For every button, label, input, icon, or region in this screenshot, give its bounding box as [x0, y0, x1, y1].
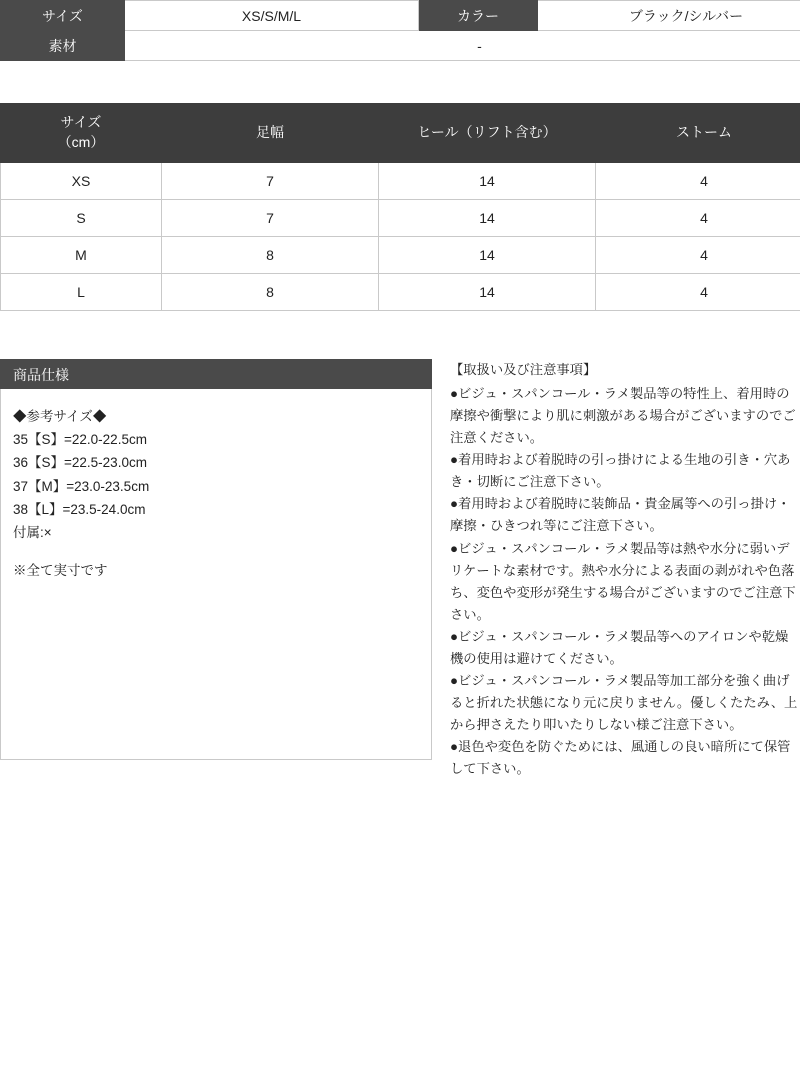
spec-line-3: 36【S】=22.5-23.0cm — [13, 455, 147, 471]
cell-size: L — [1, 274, 162, 311]
color-header-cell: カラー — [419, 1, 538, 31]
measure-header-size-line2: （cm） — [57, 134, 105, 150]
measure-header-size — [1, 104, 162, 163]
cell-heel: 14 — [379, 237, 596, 274]
cell-width: 8 — [162, 274, 379, 311]
measure-header-heel: ヒール（リフト含む） — [379, 104, 596, 163]
product-spec-heading: 商品仕様 — [0, 359, 432, 389]
spec-line-4: 37【M】=23.0-23.5cm — [13, 478, 150, 494]
spec-line-7: ※全て実寸です — [13, 563, 108, 579]
measure-header-storm: ストーム — [596, 104, 800, 163]
table-row — [1, 200, 800, 237]
cell-storm: 4 — [596, 163, 800, 200]
material-header-cell: 素材 — [1, 31, 125, 61]
note-item: ●ビジュ・スパンコール・ラメ製品等は熱や水分に弱いデリケートな素材です。熱や水分による表面の剥がれや色落ち、変色や変形が発生する場合がございますのでご注意下さい。 — [450, 540, 796, 622]
spec-line-2: 35【S】=22.0-22.5cm — [13, 432, 147, 448]
spec-summary-table — [0, 0, 800, 61]
size-value-cell: XS/S/M/L — [125, 1, 419, 31]
spec-line-1: ◆参考サイズ◆ — [13, 409, 107, 424]
measure-header-width: 足幅 — [162, 104, 379, 163]
table-row — [1, 274, 800, 311]
cell-size: S — [1, 200, 162, 237]
spec-line-6: 付属:× — [13, 525, 52, 541]
measurement-table — [0, 103, 800, 311]
cell-heel: 14 — [379, 274, 596, 311]
note-item: ●着用時および着脱時の引っ掛けによる生地の引き・穴あき・切断にご注意下さい。 — [450, 452, 791, 490]
note-item: ●退色や変色を防ぐためには、風通しの良い暗所にて保管して下さい。 — [450, 739, 791, 777]
cell-storm: 4 — [596, 237, 800, 274]
material-value-cell: - — [125, 31, 800, 61]
notes-panel — [432, 359, 800, 780]
cell-width: 8 — [162, 237, 379, 274]
cell-storm: 4 — [596, 200, 800, 237]
note-item: ●ビジュ・スパンコール・ラメ製品等加工部分を強く曲げると折れた状態になり元に戻りません。優しくたたみ、上から押さえたり叩いたりしない様ご注意下さい。 — [450, 672, 798, 732]
product-spec-body — [0, 389, 432, 760]
cell-storm: 4 — [596, 274, 800, 311]
spacer — [0, 61, 800, 103]
product-spec-panel — [0, 359, 432, 760]
cell-width: 7 — [162, 200, 379, 237]
cell-width: 7 — [162, 163, 379, 200]
table-row — [1, 1, 800, 31]
table-row — [1, 31, 800, 61]
measure-header-size-line1: サイズ — [60, 114, 102, 131]
table-header-row — [1, 104, 800, 163]
color-value-cell: ブラック/シルバー — [538, 1, 800, 31]
size-header-cell: サイズ — [1, 1, 125, 31]
cell-heel: 14 — [379, 200, 596, 237]
note-item: ●ビジュ・スパンコール・ラメ製品等へのアイロンや乾燥機の使用は避けてください。 — [450, 628, 789, 666]
note-item: ●着用時および着脱時に装飾品・貴金属等への引っ掛け・摩擦・ひきつれ等にご注意下さい。 — [450, 496, 791, 534]
spacer — [0, 311, 800, 359]
table-row — [1, 237, 800, 274]
cell-size: M — [1, 237, 162, 274]
bottom-section — [0, 359, 800, 780]
spacer — [13, 544, 419, 559]
cell-heel: 14 — [379, 163, 596, 200]
spec-line-5: 38【L】=23.5-24.0cm — [13, 501, 146, 517]
table-row — [1, 163, 800, 200]
notes-title: 【取扱い及び注意事項】 — [450, 362, 597, 377]
note-item: ●ビジュ・スパンコール・ラメ製品等の特性上、着用時の摩擦や衝撃により肌に刺激がある場合がございますのでご注意ください。 — [450, 386, 796, 446]
cell-size: XS — [1, 163, 162, 200]
